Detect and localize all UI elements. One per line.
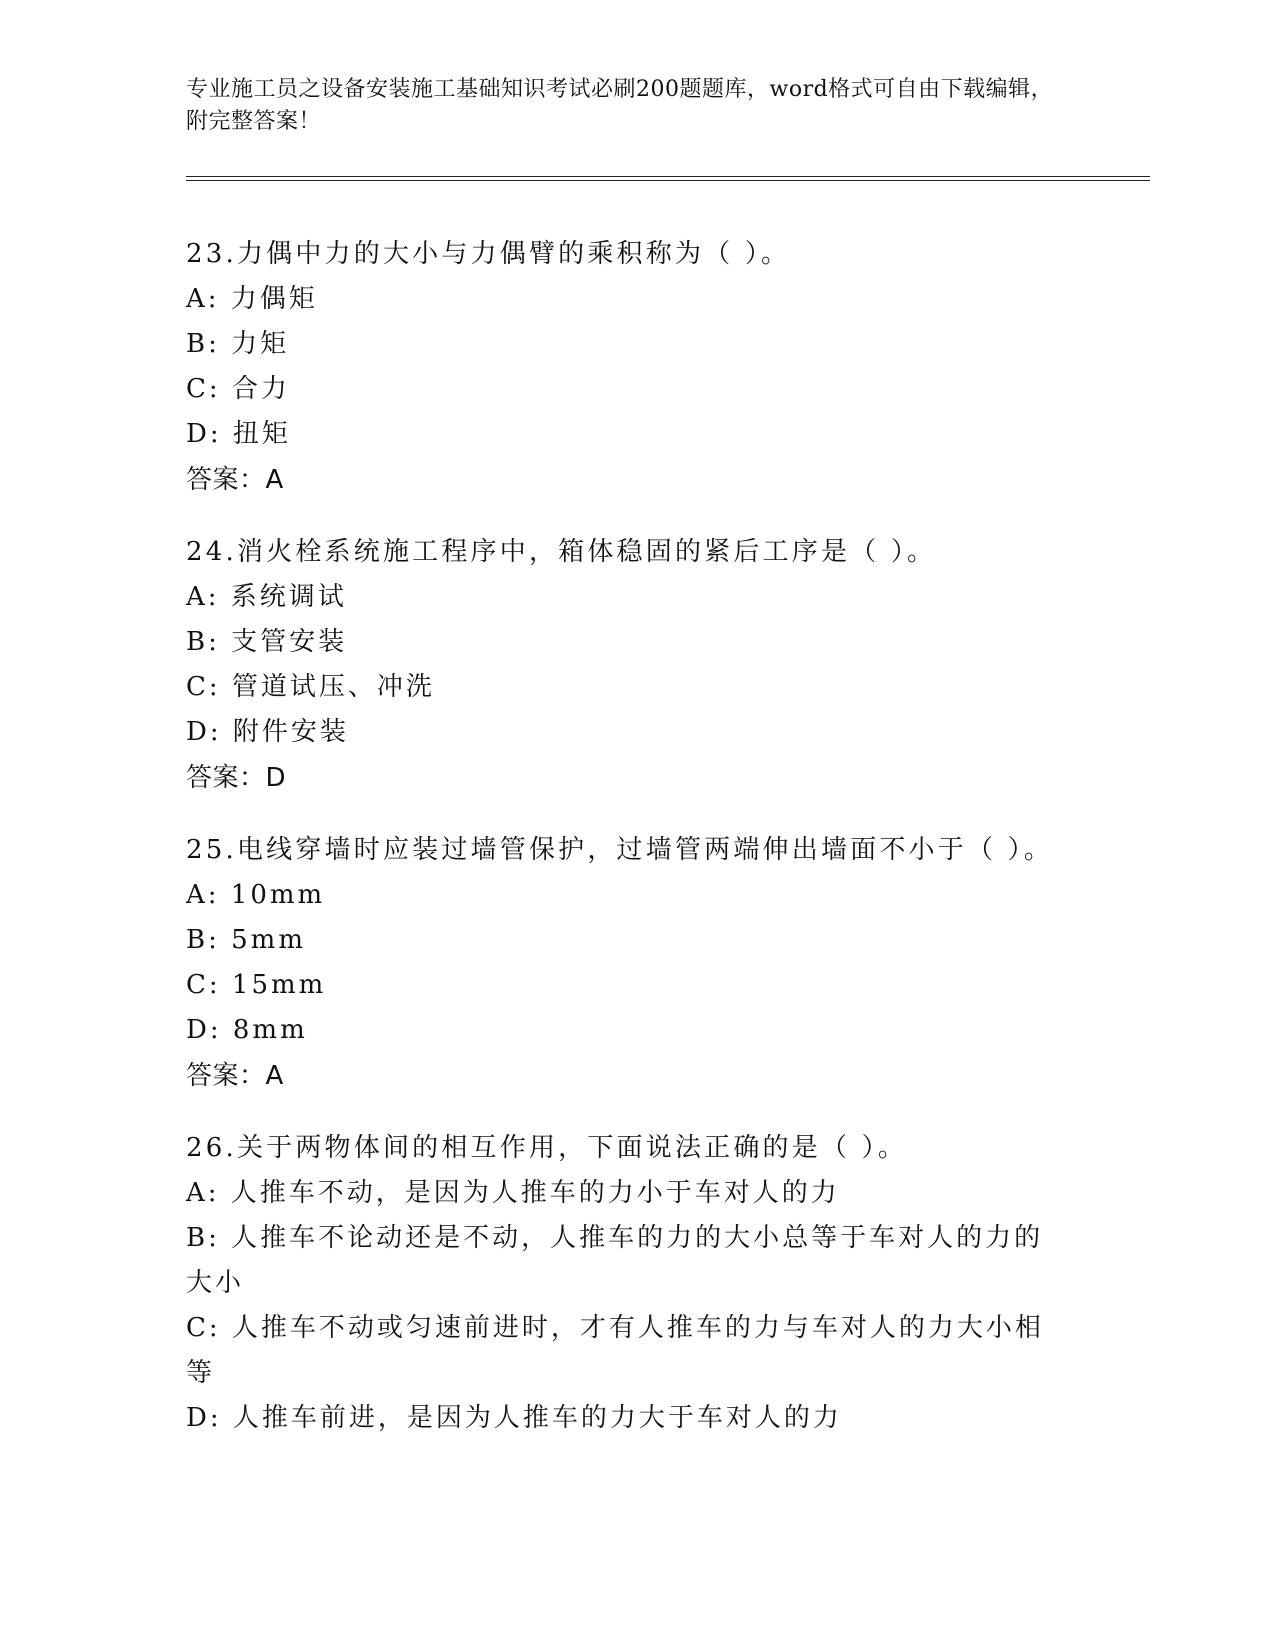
option-b: B: 人推车不论动还是不动，人推车的力的大小总等于车对人的力的大小 <box>186 1223 1044 1298</box>
question-25 <box>186 828 1066 1099</box>
option-d: D: 8mm <box>186 1015 308 1045</box>
option-d: D: 附件安装 <box>186 717 349 747</box>
option-c: C: 合力 <box>186 374 290 404</box>
option-a: A: 力偶矩 <box>186 284 318 314</box>
question-stem: 24.消火栓系统施工程序中，箱体稳固的紧后工序是（ ）。 <box>186 537 937 567</box>
option-c: C: 人推车不动或匀速前进时，才有人推车的力与车对人的力大小相等 <box>186 1313 1044 1388</box>
question-23 <box>186 232 1066 503</box>
option-a: A: 10mm <box>186 880 326 910</box>
option-b: B: 支管安装 <box>186 627 348 657</box>
option-d: D: 扭矩 <box>186 419 291 449</box>
question-stem: 26.关于两物体间的相互作用，下面说法正确的是（ ）。 <box>186 1133 908 1163</box>
question-24 <box>186 530 1066 801</box>
answer-line: 答案：A <box>186 1061 284 1091</box>
option-a: A: 系统调试 <box>186 582 347 612</box>
option-a: A: 人推车不动，是因为人推车的力小于车对人的力 <box>186 1178 840 1208</box>
answer-line: 答案：D <box>186 763 287 793</box>
question-list <box>186 232 1066 1468</box>
question-stem: 25.电线穿墙时应装过墙管保护，过墙管两端伸出墙面不小于（ ）。 <box>186 835 1054 865</box>
option-c: C: 管道试压、冲洗 <box>186 672 435 702</box>
option-b: B: 5mm <box>186 925 306 955</box>
document-header: 专业施工员之设备安装施工基础知识考试必刷200题题库，word格式可自由下载编辑，附完整答案！ <box>186 77 1054 134</box>
question-26 <box>186 1126 1066 1441</box>
answer-line: 答案：A <box>186 465 284 495</box>
option-d: D: 人推车前进，是因为人推车的力大于车对人的力 <box>186 1403 842 1433</box>
option-b: B: 力矩 <box>186 329 290 359</box>
header-divider <box>186 176 1150 181</box>
question-stem: 23.力偶中力的大小与力偶臂的乘积称为（ ）。 <box>186 239 791 269</box>
option-c: C: 15mm <box>186 970 327 1000</box>
